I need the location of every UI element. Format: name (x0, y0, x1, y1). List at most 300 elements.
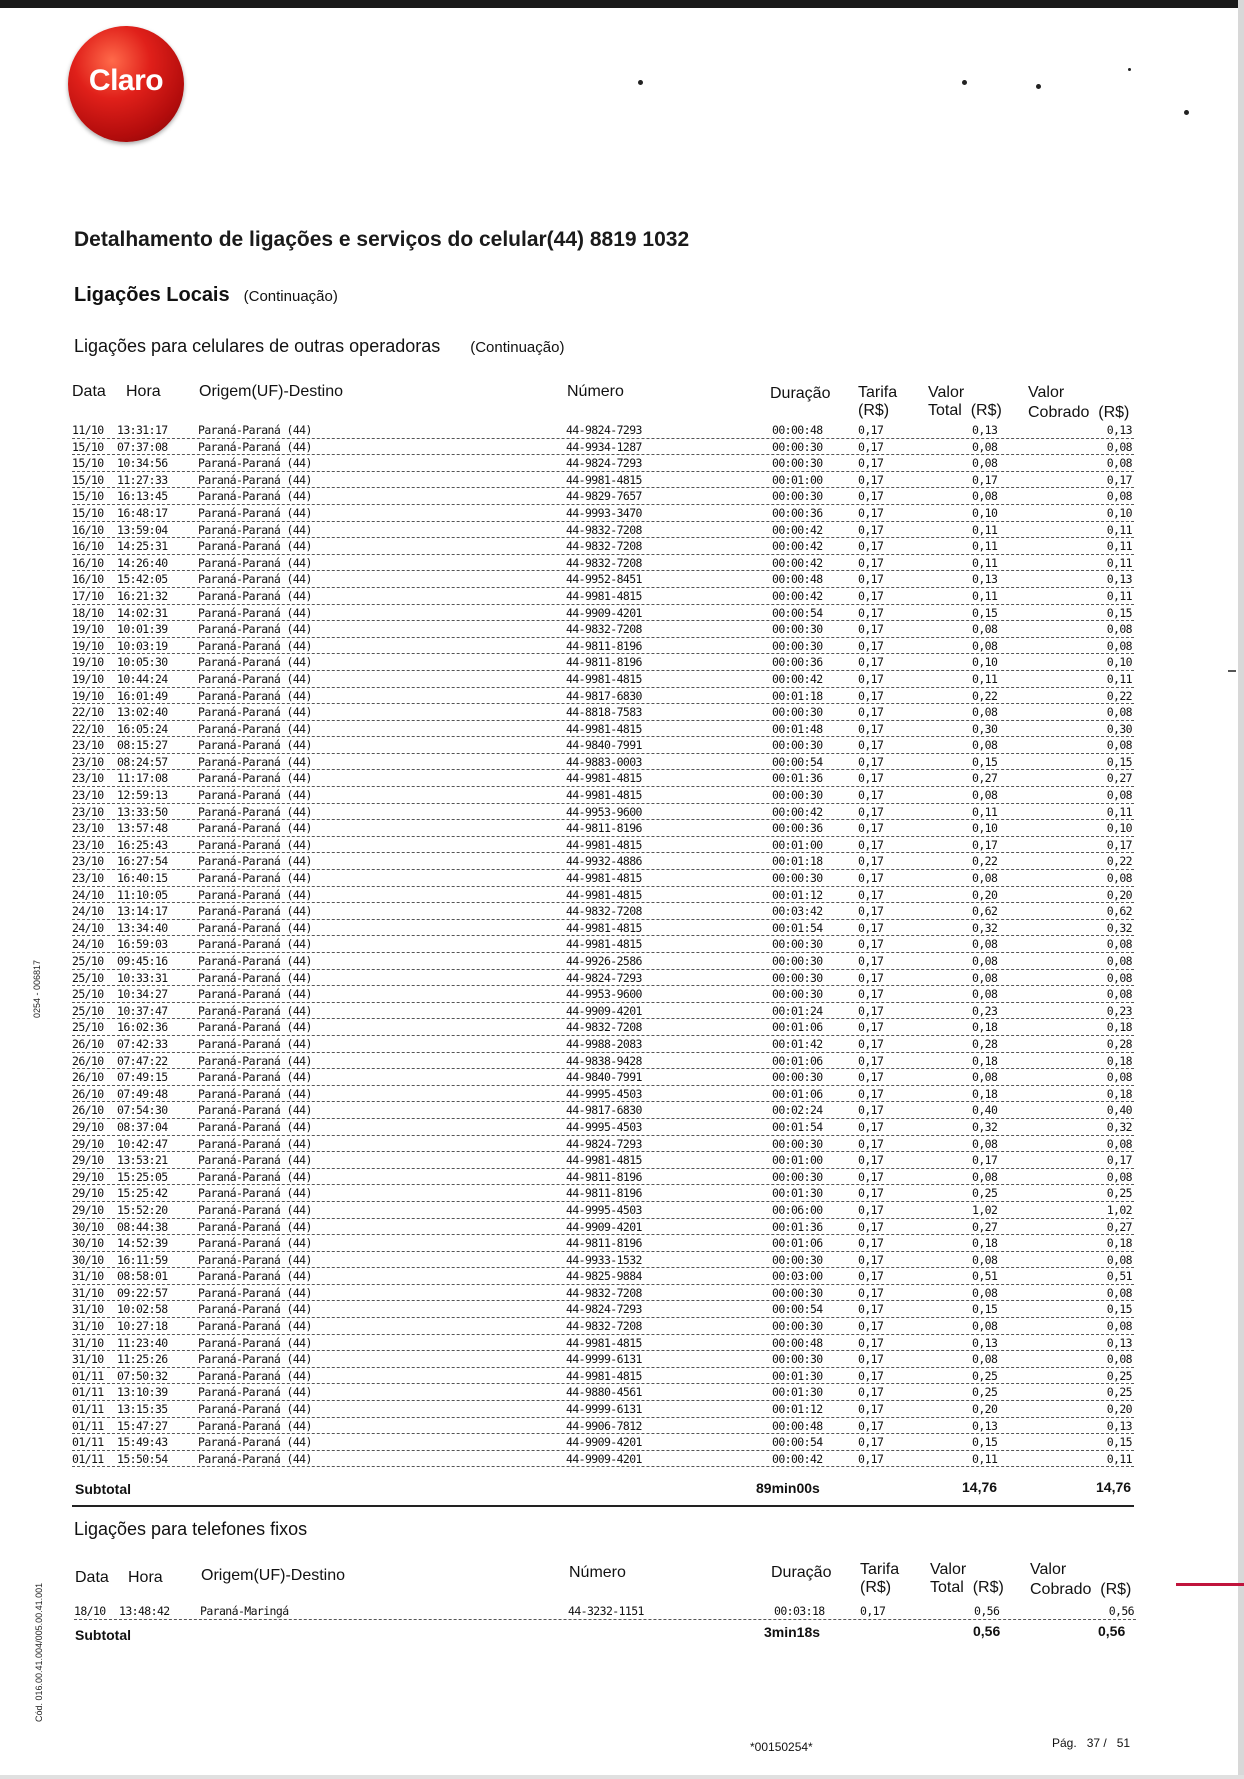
call-tariff: 0,17 (858, 1252, 884, 1267)
call-date: 31/10 (72, 1285, 104, 1300)
call-duration: 00:01:30 (772, 1186, 823, 1201)
call-date: 17/10 (72, 588, 104, 603)
call-date: 19/10 (72, 638, 104, 653)
call-date: 24/10 (72, 937, 104, 952)
call-charged: 0,08 (1106, 638, 1132, 653)
call-time: 10:05:30 (117, 655, 168, 670)
call-time: 10:02:58 (117, 1302, 168, 1317)
col-header-cobrado-line2: Cobrado (R$) (1028, 404, 1130, 421)
call-origin-destination: Paraná-Paraná (44) (198, 1119, 312, 1134)
call-total: 0,56 (974, 1604, 1000, 1618)
call-duration: 00:01:06 (772, 1086, 823, 1101)
call-tariff: 0,17 (858, 821, 884, 836)
call-duration: 00:00:30 (772, 1352, 823, 1367)
call-total: 0,22 (972, 688, 998, 703)
call-time: 13:31:17 (117, 423, 168, 437)
call-number: 44-9824-7293 (566, 970, 642, 985)
col-header-valor-2-line1: Valor (930, 1561, 967, 1578)
call-origin-destination: Paraná-Paraná (44) (198, 439, 312, 454)
call-time: 16:05:24 (117, 721, 168, 736)
col-header-origem-2: Origem(UF)-Destino (201, 1567, 346, 1584)
call-time: 15:50:54 (117, 1451, 168, 1466)
scan-border-right (1238, 0, 1244, 1779)
call-number: 44-9909-4201 (566, 1435, 642, 1450)
call-tariff: 0,17 (858, 837, 884, 852)
call-time: 08:44:38 (117, 1219, 168, 1234)
call-row (72, 737, 1134, 754)
call-row (72, 638, 1134, 655)
call-total: 0,11 (972, 522, 998, 537)
call-time: 14:25:31 (117, 539, 168, 554)
call-time: 08:15:27 (117, 738, 168, 753)
call-date: 23/10 (72, 871, 104, 886)
subsection-fixos-title: Ligações para telefones fixos (74, 1519, 308, 1539)
call-time: 10:27:18 (117, 1319, 168, 1334)
call-charged: 0,13 (1106, 423, 1132, 437)
call-charged: 0,17 (1106, 837, 1132, 852)
margin-code-bottom: Cód. 016.00.41.004/005.00.41.001 (34, 1582, 44, 1722)
call-charged: 0,11 (1106, 588, 1132, 603)
call-charged: 0,27 (1106, 771, 1132, 786)
call-total: 0,17 (972, 472, 998, 487)
scan-border-bottom (0, 1775, 1244, 1779)
col-header-valor-line2: Total (R$) (928, 402, 1002, 419)
call-date: 19/10 (72, 671, 104, 686)
call-number: 44-9832-7208 (566, 522, 642, 537)
call-date: 29/10 (72, 1136, 104, 1151)
call-number: 44-9999-6131 (566, 1352, 642, 1367)
call-row (72, 1235, 1134, 1252)
call-total: 0,08 (972, 788, 998, 803)
call-total: 0,08 (972, 1070, 998, 1085)
call-total: 0,08 (972, 954, 998, 968)
call-date: 15/10 (72, 456, 104, 471)
call-row (72, 704, 1134, 721)
call-date: 16/10 (72, 522, 104, 537)
call-row (72, 903, 1134, 920)
call-number: 44-9829-7657 (566, 489, 642, 504)
call-tariff: 0,17 (858, 1285, 884, 1300)
call-total: 0,11 (972, 671, 998, 686)
call-row (72, 754, 1134, 771)
call-number: 44-9811-8196 (566, 638, 642, 653)
call-tariff: 0,17 (858, 1451, 884, 1466)
call-origin-destination: Paraná-Paraná (44) (198, 804, 312, 819)
call-charged: 0,08 (1106, 954, 1132, 968)
call-tariff: 0,17 (858, 904, 884, 919)
call-number: 44-9953-9600 (566, 804, 642, 819)
call-time: 10:01:39 (117, 622, 168, 637)
call-duration: 00:01:00 (772, 837, 823, 852)
call-number: 44-9995-4503 (566, 1086, 642, 1101)
call-duration: 00:01:06 (772, 1236, 823, 1251)
call-date: 01/11 (72, 1435, 104, 1450)
call-time: 07:47:22 (117, 1053, 168, 1068)
call-date: 30/10 (72, 1219, 104, 1234)
call-time: 10:34:27 (117, 987, 168, 1002)
call-number: 44-9880-4561 (566, 1385, 642, 1400)
call-number: 44-9832-7208 (566, 622, 642, 637)
call-origin-destination: Paraná-Paraná (44) (198, 887, 312, 902)
call-charged: 0,28 (1106, 1036, 1132, 1051)
call-time: 13:10:39 (117, 1385, 168, 1400)
call-tariff: 0,17 (858, 655, 884, 670)
call-date: 18/10 (74, 1604, 106, 1618)
call-tariff: 0,17 (858, 622, 884, 637)
call-total: 0,08 (972, 970, 998, 985)
call-origin-destination: Paraná-Paraná (44) (198, 954, 312, 968)
call-number: 44-9824-7293 (566, 1302, 642, 1317)
call-date: 19/10 (72, 688, 104, 703)
call-date: 23/10 (72, 771, 104, 786)
call-total: 0,08 (972, 871, 998, 886)
call-date: 22/10 (72, 705, 104, 720)
call-time: 13:14:17 (117, 904, 168, 919)
call-duration: 00:00:48 (772, 1418, 823, 1433)
call-date: 31/10 (72, 1335, 104, 1350)
call-tariff: 0,17 (858, 688, 884, 703)
call-tariff: 0,17 (858, 1435, 884, 1450)
call-origin-destination: Paraná-Paraná (44) (198, 1368, 312, 1383)
call-duration: 00:01:06 (772, 1053, 823, 1068)
call-time: 10:44:24 (117, 671, 168, 686)
call-charged: 0,08 (1106, 1169, 1132, 1184)
call-duration: 00:01:18 (772, 688, 823, 703)
subsection-name: Ligações para celulares de outras operadoras (74, 336, 441, 356)
call-charged: 0,08 (1106, 705, 1132, 720)
call-number: 44-9824-7293 (566, 1136, 642, 1151)
call-row (72, 1136, 1134, 1153)
call-row (72, 1335, 1134, 1352)
call-duration: 00:00:54 (772, 754, 823, 769)
call-row (72, 688, 1134, 705)
call-origin-destination: Paraná-Paraná (44) (198, 754, 312, 769)
call-charged: 0,10 (1106, 505, 1132, 520)
call-charged: 0,10 (1106, 655, 1132, 670)
call-date: 16/10 (72, 539, 104, 554)
call-date: 01/11 (72, 1402, 104, 1417)
call-number: 44-9995-4503 (566, 1202, 642, 1217)
call-time: 13:48:42 (119, 1604, 170, 1618)
call-tariff: 0,17 (858, 1153, 884, 1168)
call-total: 0,51 (972, 1269, 998, 1284)
call-charged: 0,22 (1106, 688, 1132, 703)
call-duration: 00:03:18 (774, 1604, 825, 1618)
call-date: 23/10 (72, 788, 104, 803)
call-time: 15:25:05 (117, 1169, 168, 1184)
call-tariff: 0,17 (858, 539, 884, 554)
subtotal-2-cobrado: 0,56 (1098, 1623, 1126, 1639)
call-duration: 00:00:30 (772, 738, 823, 753)
call-time: 16:13:45 (117, 489, 168, 504)
call-number: 44-9952-8451 (566, 572, 642, 587)
call-number: 44-9981-4815 (566, 937, 642, 952)
call-origin-destination: Paraná-Paraná (44) (198, 1352, 312, 1367)
call-number: 44-9883-0003 (566, 754, 642, 769)
call-tariff: 0,17 (858, 1119, 884, 1134)
call-total: 0,08 (972, 1136, 998, 1151)
call-total: 0,08 (972, 937, 998, 952)
call-duration: 00:00:42 (772, 522, 823, 537)
scan-speck (962, 80, 967, 85)
call-row (72, 621, 1134, 638)
call-origin-destination: Paraná-Paraná (44) (198, 472, 312, 487)
call-tariff: 0,17 (858, 804, 884, 819)
call-origin-destination: Paraná-Paraná (44) (198, 771, 312, 786)
call-number: 44-9832-7208 (566, 539, 642, 554)
call-time: 14:02:31 (117, 605, 168, 620)
call-date: 18/10 (72, 605, 104, 620)
call-time: 11:10:05 (117, 887, 168, 902)
col-header-tarifa-2-line2: (R$) (860, 1579, 892, 1596)
call-origin-destination: Paraná-Paraná (44) (198, 970, 312, 985)
call-tariff: 0,17 (858, 605, 884, 620)
call-duration: 00:00:30 (772, 705, 823, 720)
call-time: 09:22:57 (117, 1285, 168, 1300)
call-tariff: 0,17 (858, 721, 884, 736)
call-tariff: 0,17 (858, 1269, 884, 1284)
call-row (72, 1003, 1134, 1020)
call-row (72, 936, 1134, 953)
call-number: 44-9817-6830 (566, 688, 642, 703)
call-duration: 00:00:36 (772, 821, 823, 836)
call-total: 1,02 (972, 1202, 998, 1217)
scan-speck (1184, 110, 1189, 115)
call-time: 07:50:32 (117, 1368, 168, 1383)
subtotal-1-cobrado: 14,76 (1096, 1479, 1132, 1495)
call-time: 07:54:30 (117, 1103, 168, 1118)
call-origin-destination: Paraná-Paraná (44) (198, 456, 312, 471)
call-origin-destination: Paraná-Paraná (44) (198, 1136, 312, 1151)
col-header-cobrado-2-line1: Valor (1030, 1561, 1067, 1578)
call-row (72, 555, 1134, 572)
call-row (72, 588, 1134, 605)
col-header-valor-cobrado (1028, 384, 1129, 422)
call-time: 10:42:47 (117, 1136, 168, 1151)
call-charged: 0,08 (1106, 1252, 1132, 1267)
call-time: 10:03:19 (117, 638, 168, 653)
call-date: 26/10 (72, 1053, 104, 1068)
call-row (72, 1384, 1134, 1401)
call-time: 13:02:40 (117, 705, 168, 720)
call-duration: 00:00:42 (772, 671, 823, 686)
call-row (72, 1152, 1134, 1169)
call-total: 0,27 (972, 771, 998, 786)
call-charged: 0,25 (1106, 1186, 1132, 1201)
call-total: 0,08 (972, 1319, 998, 1334)
call-row (72, 853, 1134, 870)
call-date: 24/10 (72, 904, 104, 919)
call-time: 16:25:43 (117, 837, 168, 852)
call-time: 14:26:40 (117, 555, 168, 570)
call-duration: 00:00:30 (772, 987, 823, 1002)
call-charged: 0,08 (1106, 1352, 1132, 1367)
call-origin-destination: Paraná-Maringá (200, 1604, 289, 1618)
call-date: 15/10 (72, 489, 104, 504)
call-total: 0,30 (972, 721, 998, 736)
call-time: 16:01:49 (117, 688, 168, 703)
call-total: 0,25 (972, 1368, 998, 1383)
call-date: 25/10 (72, 970, 104, 985)
call-time: 16:48:17 (117, 505, 168, 520)
call-charged: 0,08 (1106, 1319, 1132, 1334)
call-total: 0,28 (972, 1036, 998, 1051)
call-time: 13:57:48 (117, 821, 168, 836)
call-duration: 00:00:30 (772, 1285, 823, 1300)
call-charged: 0,11 (1106, 671, 1132, 686)
call-date: 29/10 (72, 1169, 104, 1184)
call-duration: 00:00:30 (772, 788, 823, 803)
call-tariff: 0,17 (858, 1020, 884, 1035)
call-time: 13:53:21 (117, 1153, 168, 1168)
call-origin-destination: Paraná-Paraná (44) (198, 1086, 312, 1101)
call-tariff: 0,17 (858, 588, 884, 603)
call-origin-destination: Paraná-Paraná (44) (198, 1385, 312, 1400)
call-number: 44-9981-4815 (566, 721, 642, 736)
call-row (72, 505, 1134, 522)
call-duration: 00:00:42 (772, 539, 823, 554)
call-number: 44-9981-4815 (566, 920, 642, 935)
call-number: 44-9832-7208 (566, 1020, 642, 1035)
call-date: 01/11 (72, 1385, 104, 1400)
call-duration: 00:00:30 (772, 937, 823, 952)
call-duration: 00:00:42 (772, 1451, 823, 1466)
call-row (72, 1219, 1134, 1236)
call-time: 13:33:50 (117, 804, 168, 819)
call-time: 07:49:15 (117, 1070, 168, 1085)
call-total: 0,18 (972, 1053, 998, 1068)
call-number: 44-9988-2083 (566, 1036, 642, 1051)
call-total: 0,08 (972, 1169, 998, 1184)
call-tariff: 0,17 (858, 423, 884, 437)
call-tariff: 0,17 (858, 754, 884, 769)
call-row (72, 1434, 1134, 1451)
call-date: 31/10 (72, 1302, 104, 1317)
call-origin-destination: Paraná-Paraná (44) (198, 854, 312, 869)
call-tariff: 0,17 (858, 439, 884, 454)
call-duration: 00:00:54 (772, 1302, 823, 1317)
call-number: 44-9909-4201 (566, 1003, 642, 1018)
call-date: 26/10 (72, 1103, 104, 1118)
call-charged: 0,08 (1106, 1070, 1132, 1085)
call-row (72, 721, 1134, 738)
call-row (72, 538, 1134, 555)
call-origin-destination: Paraná-Paraná (44) (198, 572, 312, 587)
call-total: 0,25 (972, 1186, 998, 1201)
call-charged: 0,25 (1106, 1385, 1132, 1400)
col-header-hora-2: Hora (128, 1569, 163, 1586)
call-duration: 00:01:24 (772, 1003, 823, 1018)
call-tariff: 0,17 (858, 1302, 884, 1317)
call-duration: 00:01:36 (772, 771, 823, 786)
call-total: 0,15 (972, 754, 998, 769)
call-total: 0,18 (972, 1236, 998, 1251)
call-origin-destination: Paraná-Paraná (44) (198, 605, 312, 620)
call-charged: 0,17 (1106, 1153, 1132, 1168)
call-tariff: 0,17 (858, 954, 884, 968)
call-tariff: 0,17 (858, 555, 884, 570)
call-total: 0,08 (972, 489, 998, 504)
call-total: 0,15 (972, 1435, 998, 1450)
call-tariff: 0,17 (860, 1604, 886, 1618)
document-title: Detalhamento de ligações e serviços do celular(44) 8819 1032 (74, 228, 690, 251)
call-date: 22/10 (72, 721, 104, 736)
call-duration: 00:02:24 (772, 1103, 823, 1118)
call-origin-destination: Paraná-Paraná (44) (198, 522, 312, 537)
call-date: 31/10 (72, 1352, 104, 1367)
call-total: 0,08 (972, 1252, 998, 1267)
call-origin-destination: Paraná-Paraná (44) (198, 1153, 312, 1168)
call-duration: 00:01:00 (772, 472, 823, 487)
call-date: 01/11 (72, 1368, 104, 1383)
call-number: 44-9981-4815 (566, 1335, 642, 1350)
call-charged: 0,18 (1106, 1086, 1132, 1101)
call-number: 44-8818-7583 (566, 705, 642, 720)
call-duration: 00:00:54 (772, 1435, 823, 1450)
call-charged: 0,20 (1106, 1402, 1132, 1417)
call-charged: 0,17 (1106, 472, 1132, 487)
subtotal-1-total: 14,76 (962, 1479, 998, 1495)
call-duration: 00:00:42 (772, 804, 823, 819)
call-duration: 00:00:42 (772, 555, 823, 570)
call-origin-destination: Paraná-Paraná (44) (198, 920, 312, 935)
call-number: 44-9933-1532 (566, 1252, 642, 1267)
call-date: 15/10 (72, 472, 104, 487)
call-date: 26/10 (72, 1086, 104, 1101)
call-origin-destination: Paraná-Paraná (44) (198, 904, 312, 919)
call-total: 0,22 (972, 854, 998, 869)
call-number: 44-9981-4815 (566, 1153, 642, 1168)
call-charged: 0,15 (1106, 754, 1132, 769)
call-row (72, 1086, 1134, 1103)
call-date: 30/10 (72, 1236, 104, 1251)
call-tariff: 0,17 (858, 572, 884, 587)
call-time: 12:59:13 (117, 788, 168, 803)
call-total: 0,08 (972, 622, 998, 637)
col-header-tarifa-line1: Tarifa (858, 384, 898, 401)
call-row (72, 522, 1134, 539)
call-duration: 00:00:30 (772, 1070, 823, 1085)
call-row (72, 1268, 1134, 1285)
call-row (72, 970, 1134, 987)
call-charged: 0,23 (1106, 1003, 1132, 1018)
call-duration: 00:01:42 (772, 1036, 823, 1051)
call-origin-destination: Paraná-Paraná (44) (198, 622, 312, 637)
call-tariff: 0,17 (858, 854, 884, 869)
call-charged: 0,08 (1106, 871, 1132, 886)
calls-table-fixos (74, 1603, 1136, 1620)
call-charged: 0,13 (1106, 572, 1132, 587)
call-charged: 0,11 (1106, 1451, 1132, 1466)
col-header-tarifa-2 (860, 1561, 899, 1597)
logo-text: Claro (88, 64, 164, 97)
call-total: 0,11 (972, 555, 998, 570)
call-duration: 00:00:30 (772, 1169, 823, 1184)
call-total: 0,18 (972, 1020, 998, 1035)
call-number: 44-9824-7293 (566, 456, 642, 471)
call-time: 13:59:04 (117, 522, 168, 537)
col-header-duracao: Duração (770, 385, 831, 402)
call-tariff: 0,17 (858, 1202, 884, 1217)
call-date: 15/10 (72, 505, 104, 520)
call-row (72, 1102, 1134, 1119)
col-header-tarifa-2-line1: Tarifa (860, 1561, 900, 1578)
col-header-data-2: Data (75, 1569, 109, 1586)
call-charged: 0,08 (1106, 1285, 1132, 1300)
call-number: 44-9993-3470 (566, 505, 642, 520)
call-row (72, 1451, 1134, 1468)
call-origin-destination: Paraná-Paraná (44) (198, 1020, 312, 1035)
